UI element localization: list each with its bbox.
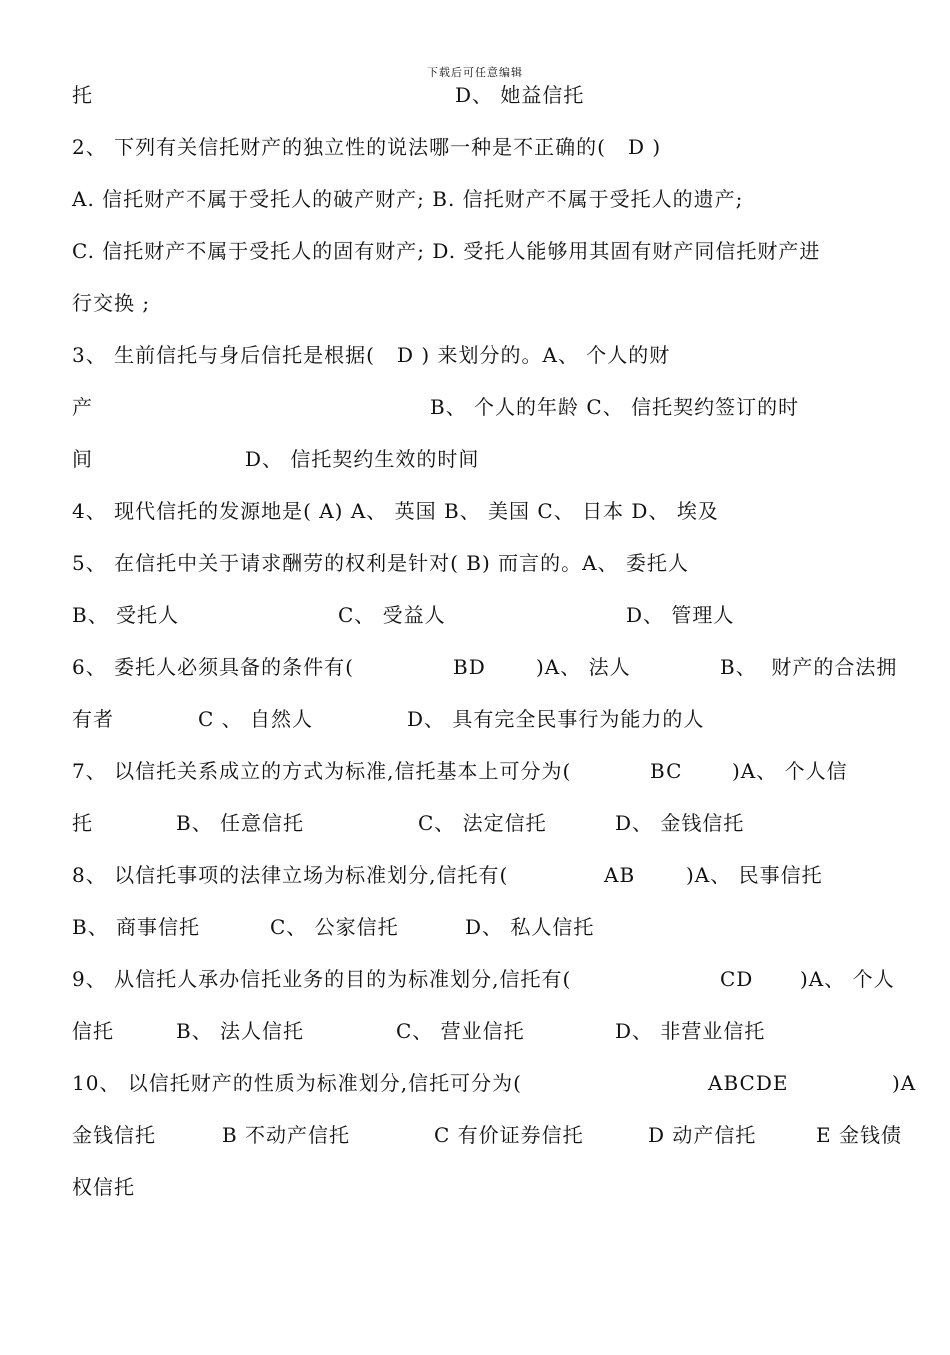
option-c-text: C 有价证券信托 <box>434 1123 584 1147</box>
option-b-text: B、 任意信托 <box>176 811 305 835</box>
question-5-options <box>0 595 735 635</box>
option-a-text: )A、 个人 <box>800 967 895 991</box>
option-d-text: D、 信托契约生效的时间 <box>245 447 480 471</box>
page-header-note: 下载后可任意编辑 <box>427 66 523 79</box>
question-8-text: 8、 以信托事项的法律立场为标准划分,信托有( <box>72 863 509 887</box>
question-8 <box>0 855 823 895</box>
option-b-text: B 不动产信托 <box>222 1123 351 1147</box>
option-a-label: )A <box>892 1071 917 1095</box>
options-cd-text: C. 信托财产不属于受托人的固有财产; D. 受托人能够用其固有财产同信托财产进 <box>72 239 821 263</box>
question-9-options <box>0 1011 766 1051</box>
options-bc-text: B、 个人的年龄 C、 信托契约签订的时 <box>430 395 800 419</box>
option-b-text: B、 财产的合法拥 <box>720 655 898 679</box>
question-10-options-cont <box>0 1167 135 1207</box>
option-d-text: D、 非营业信托 <box>615 1019 766 1043</box>
option-e-continuation: 权信托 <box>72 1175 135 1199</box>
option-a-continuation: 信托 <box>72 1019 114 1043</box>
option-c-continuation: 间 <box>72 447 93 471</box>
question-2-options-cd <box>0 231 821 271</box>
question-10 <box>0 1063 917 1103</box>
question-7-text: 7、 以信托关系成立的方式为标准,信托基本上可分为( <box>72 759 572 783</box>
option-c-text: C、 营业信托 <box>396 1019 525 1043</box>
option-e-text: E 金钱债 <box>816 1123 902 1147</box>
answer-text: AB <box>604 863 636 887</box>
question-2-text: 2、 下列有关信托财产的独立性的说法哪一种是不正确的( D ) <box>72 135 662 159</box>
text-line-1 <box>0 75 585 115</box>
options-ab-text: A. 信托财产不属于受托人的破产财产; B. 信托财产不属于受托人的遗产; <box>72 187 744 211</box>
answer-text: ABCDE <box>708 1071 789 1095</box>
question-3-options-1 <box>0 387 800 427</box>
option-a-text: )A、 民事信托 <box>686 863 823 887</box>
option-c-text: C、 受益人 <box>338 603 446 627</box>
option-b-text: B、 商事信托 <box>72 915 201 939</box>
question-5-text: 5、 在信托中关于请求酬劳的权利是针对( B) 而言的。A、 委托人 <box>72 551 689 575</box>
option-d-text: D、 具有完全民事行为能力的人 <box>407 707 705 731</box>
question-4 <box>0 491 719 531</box>
option-d-text: D、 她益信托 <box>455 83 585 107</box>
answer-text: BC <box>650 759 683 783</box>
question-2-options-ab <box>0 179 744 219</box>
option-c-text: C 、 自然人 <box>198 707 314 731</box>
option-d-text: D、 管理人 <box>626 603 735 627</box>
question-7-options <box>0 803 745 843</box>
question-3-options-2 <box>0 439 480 479</box>
option-d-text: D、 私人信托 <box>465 915 595 939</box>
question-6 <box>0 647 898 687</box>
question-2-options-cd-cont <box>0 283 151 323</box>
option-b-continuation: 有者 <box>72 707 114 731</box>
question-6-options <box>0 699 705 739</box>
option-a-continuation: 托 <box>72 811 93 835</box>
line-1-fragment: 托 <box>72 83 93 107</box>
option-b-text: B、 法人信托 <box>176 1019 305 1043</box>
question-5 <box>0 543 689 583</box>
question-2 <box>0 127 662 167</box>
option-d-text: D 动产信托 <box>648 1123 757 1147</box>
question-10-text: 10、 以信托财产的性质为标准划分,信托可分为( <box>72 1071 522 1095</box>
option-b-text: B、 受托人 <box>72 603 180 627</box>
option-d-text: D、 金钱信托 <box>615 811 745 835</box>
question-3-text: 3、 生前信托与身后信托是根据( D ) 来划分的。A、 个人的财 <box>72 343 671 367</box>
answer-text: BD <box>453 655 486 679</box>
question-8-options <box>0 907 595 947</box>
options-cd-continuation: 行交换 ; <box>72 291 151 315</box>
option-a-text: 金钱信托 <box>72 1123 156 1147</box>
question-6-text: 6、 委托人必须具备的条件有( <box>72 655 354 679</box>
option-c-text: C、 公家信托 <box>270 915 399 939</box>
option-c-text: C、 法定信托 <box>418 811 547 835</box>
question-3 <box>0 335 671 375</box>
question-9 <box>0 959 895 999</box>
question-7 <box>0 751 848 791</box>
option-a-text: )A、 个人信 <box>732 759 848 783</box>
question-9-text: 9、 从信托人承办信托业务的目的为标准划分,信托有( <box>72 967 572 991</box>
option-a-continuation: 产 <box>72 395 93 419</box>
option-a-text: )A、 法人 <box>536 655 631 679</box>
question-4-text: 4、 现代信托的发源地是( A) A、 英国 B、 美国 C、 日本 D、 埃及 <box>72 499 719 523</box>
question-10-options <box>0 1115 902 1155</box>
answer-text: CD <box>720 967 754 991</box>
